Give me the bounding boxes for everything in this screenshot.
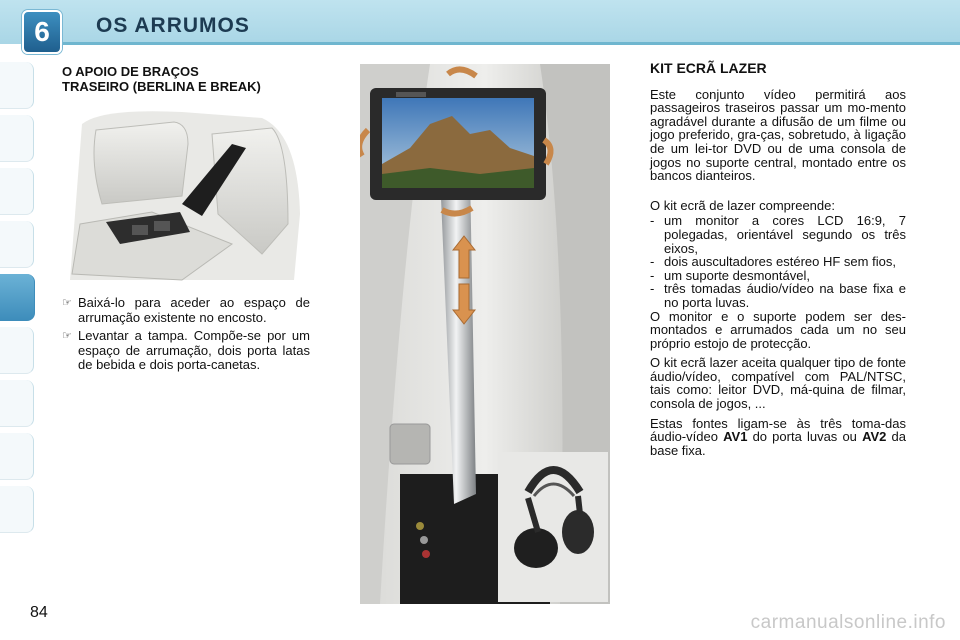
side-tab[interactable] bbox=[0, 380, 34, 427]
page-number: 84 bbox=[30, 604, 48, 621]
screen-kit-section bbox=[650, 62, 906, 463]
chapter-side-tabs bbox=[0, 62, 34, 539]
rear-armrest-illustration bbox=[62, 104, 306, 284]
armrest-heading-line1: O APOIO DE BRAÇOS bbox=[62, 64, 199, 79]
storage-paragraph: O monitor e o suporte podem ser des-montados e arrumados cada um no seu próprio estojo de protecção. bbox=[650, 308, 906, 351]
armrest-instructions bbox=[62, 296, 310, 377]
side-tab[interactable] bbox=[0, 486, 34, 533]
kit-item-text: um suporte desmontável, bbox=[664, 267, 810, 283]
armrest-heading bbox=[62, 64, 261, 94]
wireless-headphones-illustration bbox=[498, 452, 608, 602]
av-text-middle: do porta luvas ou bbox=[747, 429, 863, 445]
av1-label: AV1 bbox=[723, 429, 748, 445]
list-item bbox=[62, 329, 310, 373]
side-tab-active[interactable] bbox=[0, 274, 35, 321]
screen-kit-heading: KIT ECRÃ LAZER bbox=[650, 60, 767, 76]
kit-contents-lead: O kit ecrã de lazer compreende: bbox=[650, 197, 835, 213]
sources-paragraph: O kit ecrã lazer aceita qualquer tipo de fonte áudio/vídeo, compatível com PAL/NTSC, tais como: leitor DVD, má-quina de filmar, consola de jogos, ... bbox=[650, 355, 906, 412]
av-text-prefix: Estas fontes ligam-se às três toma-das áudio-vídeo bbox=[650, 415, 906, 445]
watermark: carmanualsonline.info bbox=[750, 612, 946, 633]
side-tab[interactable] bbox=[0, 433, 34, 480]
header-rule bbox=[60, 42, 960, 45]
list-item bbox=[62, 296, 310, 325]
list-item: - dois auscultadores estéreo HF sem fios, bbox=[650, 254, 896, 270]
bullet-text: Levantar a tampa. Compõe-se por um espaço de arrumação, dois porta latas de bebida e dois porta-canetas. bbox=[78, 328, 310, 372]
list-item: - um monitor a cores LCD 16:9, 7 polegadas, orientável segundo os três eixos, bbox=[650, 213, 906, 256]
side-tab[interactable] bbox=[0, 168, 34, 215]
kit-item-text: dois auscultadores estéreo HF sem fios, bbox=[664, 254, 896, 270]
bullet-text: Baixá-lo para aceder ao espaço de arrumação existente no encosto. bbox=[78, 295, 310, 325]
screen-kit-intro: Este conjunto vídeo permitirá aos passageiros traseiros passar um mo-mento agradável durante a difusão de um filme ou jogo preferido, gra-ças, sobretudo, à ligação de um lei-tor DVD ou de uma consola de jogos no suporte central, montado entre os bancos dianteiros. bbox=[650, 86, 906, 184]
page-title: OS ARRUMOS bbox=[96, 14, 250, 37]
hand-pointer-icon: ☞ bbox=[62, 330, 72, 342]
side-tab[interactable] bbox=[0, 221, 34, 268]
hand-pointer-icon: ☞ bbox=[62, 297, 72, 309]
chapter-number-badge: 6 bbox=[22, 10, 62, 54]
armrest-heading-line2: TRASEIRO (BERLINA E BREAK) bbox=[62, 79, 261, 94]
side-tab[interactable] bbox=[0, 62, 34, 109]
kit-item-text: um monitor a cores LCD 16:9, 7 polegadas, orientável segundo os três eixos, bbox=[664, 213, 906, 256]
av2-label: AV2 bbox=[862, 429, 887, 445]
kit-item-text: três tomadas áudio/vídeo na base fixa e no porta luvas. bbox=[664, 281, 906, 310]
side-tab[interactable] bbox=[0, 327, 34, 374]
av-text-suffix: da base fixa. bbox=[650, 429, 906, 458]
side-tab[interactable] bbox=[0, 115, 34, 162]
list-item: - três tomadas áudio/vídeo na base fixa e no porta luvas. bbox=[650, 281, 906, 310]
list-item: - um suporte desmontável, bbox=[650, 267, 810, 283]
av-sockets-paragraph bbox=[650, 417, 906, 458]
